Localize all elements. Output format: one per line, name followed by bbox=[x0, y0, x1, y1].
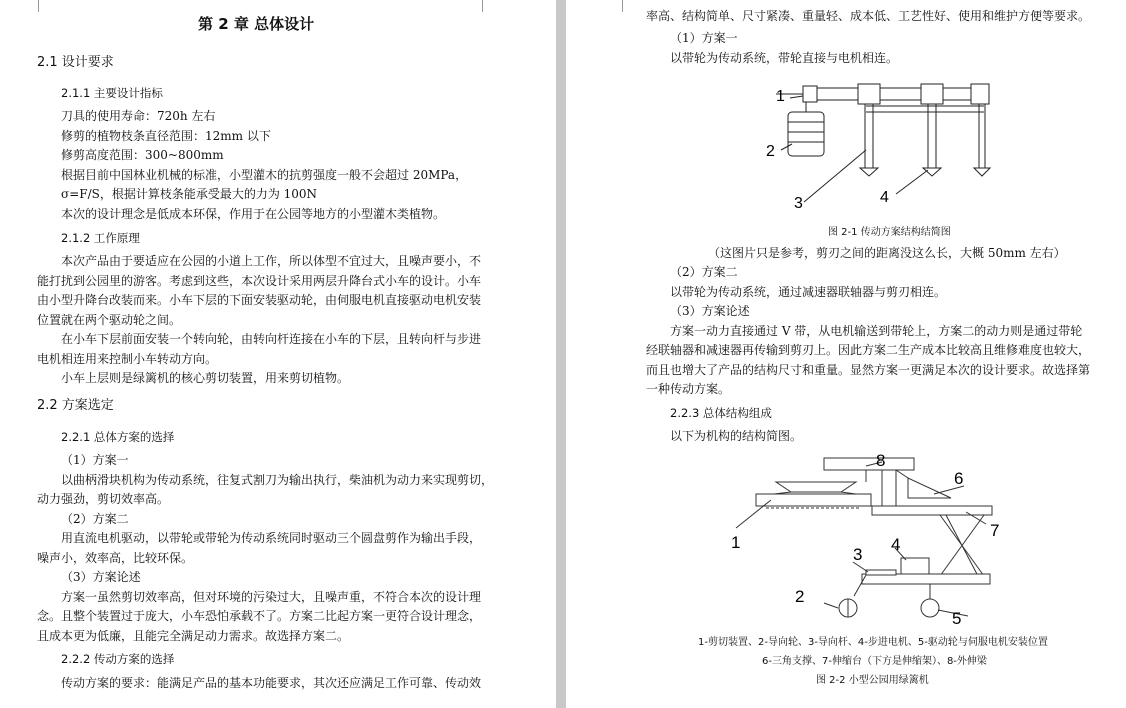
paragraph-line: 修剪高度范围：300~800mm bbox=[61, 148, 224, 162]
chapter-title: 第 2 章 总体设计 bbox=[198, 15, 315, 33]
section-2-2: 2.2 方案选定 bbox=[37, 398, 114, 413]
page-gap bbox=[556, 0, 566, 708]
fig1-label-4: 4 bbox=[880, 189, 889, 206]
paragraph-line: 用直流电机驱动，以带轮或带轮为传动系统同时驱动三个圆盘剪作为输出手段， bbox=[61, 531, 482, 545]
section-2-2-1: 2.2.1 总体方案的选择 bbox=[61, 430, 175, 444]
paragraph-line: 且成本更为低廉，且能完全满足动力需求。故选择方案二。 bbox=[37, 629, 350, 643]
paragraph-line: 动力强劲，剪切效率高。 bbox=[37, 492, 170, 506]
paragraph-line: 方案一虽然剪切效率高，但对环境的污染过大，且噪声重，不符合本次的设计理 bbox=[61, 590, 482, 604]
paragraph-line: 电机相连用来控制小车转动方向。 bbox=[37, 352, 218, 366]
fig2-label-8: 8 bbox=[876, 451, 886, 470]
fig2-label-3: 3 bbox=[853, 545, 863, 564]
paragraph-line: 念。且整个装置过于庞大，小车恐怕承载不了。方案二比起方案一更符合设计理念， bbox=[37, 609, 482, 623]
paragraph-line: 小车上层则是绿篱机的核心剪切装置，用来剪切植物。 bbox=[61, 371, 350, 385]
fig1-label-1: 1 bbox=[776, 88, 785, 105]
figure-2-1-caption: 图 2-1 传动方案结构结简图 bbox=[828, 227, 951, 238]
paragraph-line: 以下为机构的结构简图。 bbox=[670, 429, 803, 443]
fig2-label-6: 6 bbox=[954, 469, 964, 488]
section-2-1-1: 2.1.1 主要设计指标 bbox=[61, 86, 163, 100]
fig2-label-1: 1 bbox=[731, 533, 741, 552]
crop-mark bbox=[610, 0, 623, 12]
paragraph-line: 以曲柄滑块机构为传动系统，往复式割刀为输出执行，柴油机为动力来实现剪切， bbox=[61, 473, 494, 487]
paragraph-line: 本次的设计理念是低成本环保，作用于在公园等地方的小型灌木类植物。 bbox=[61, 207, 446, 221]
figure-2-1-diagram bbox=[566, 70, 1126, 220]
section-2-2-3: 2.2.3 总体结构组成 bbox=[670, 406, 772, 420]
option-heading: （2）方案二 bbox=[670, 265, 738, 279]
figure-2-1-note: （这图片只是参考，剪刃之间的距离没这么长，大概 50mm 左右） bbox=[708, 246, 1066, 260]
section-2-1-2: 2.1.2 工作原理 bbox=[61, 231, 140, 245]
right-page bbox=[566, 0, 1126, 708]
figure-2-2-legend-line-1: 1-剪切装置、2-导向轮、3-导向杆、4-步进电机、5-驱动轮与伺服电机安装位置 bbox=[698, 637, 1048, 648]
fig2-label-4: 4 bbox=[891, 535, 901, 554]
fig1-label-3: 3 bbox=[794, 195, 803, 212]
paragraph-line: 修剪的植物枝条直径范围：12mm 以下 bbox=[61, 129, 271, 143]
paragraph-line: 率高、结构简单、尺寸紧凑、重量轻、成本低、工艺性好、使用和维护方便等要求。 bbox=[646, 9, 1091, 23]
fig2-label-7: 7 bbox=[990, 521, 1000, 540]
paragraph-line: 而且也增大了产品的结构尺寸和重量。显然方案一更满足本次的设计要求。故选择第 bbox=[646, 363, 1091, 377]
figure-2-2-diagram bbox=[566, 448, 1126, 628]
crop-mark bbox=[26, 0, 39, 12]
paragraph-line: 经联轴器和减速器再传输到剪刃上。因此方案二生产成本比较高且维修难度也较大， bbox=[646, 343, 1091, 357]
paragraph-line: 噪声小，效率高，比较环保。 bbox=[37, 551, 194, 565]
fig2-label-2: 2 bbox=[795, 587, 805, 606]
paragraph-line: 位置就在两个驱动轮之间。 bbox=[37, 313, 182, 327]
paragraph-line: 以带轮为传动系统，带轮直接与电机相连。 bbox=[670, 51, 899, 65]
option-heading: （3）方案论述 bbox=[61, 570, 141, 584]
paragraph-line: 在小车下层前面安装一个转向轮，由转向杆连接在小车的下层，且转向杆与步进 bbox=[61, 332, 482, 346]
paragraph-line: 以带轮为传动系统，通过减速器联轴器与剪刃相连。 bbox=[670, 285, 947, 299]
option-heading: （1）方案一 bbox=[670, 31, 738, 45]
option-heading: （3）方案论述 bbox=[670, 304, 750, 318]
fig2-label-5: 5 bbox=[952, 609, 962, 628]
paragraph-line: σ=F/S，根据计算枝条能承受最大的力为 100N bbox=[61, 187, 318, 201]
left-page bbox=[0, 0, 556, 708]
option-heading: （2）方案二 bbox=[61, 512, 129, 526]
paragraph-line: 方案一动力直接通过 V 带，从电机输送到带轮上，方案二的动力则是通过带轮 bbox=[670, 324, 1083, 338]
paragraph-line: 本次产品由于要适应在公园的小道上工作，所以体型不宜过大，且噪声要小，不 bbox=[61, 254, 482, 268]
paragraph-line: 由小型升降台改装而来。小车下层的下面安装驱动轮，由伺服电机直接驱动电机安装 bbox=[37, 293, 482, 307]
figure-2-2-legend-line-2: 6-三角支撑、7-伸缩台（下方是伸缩架）、8-外伸梁 bbox=[762, 656, 987, 667]
paragraph-line: 根据目前中国林业机械的标准，小型灌木的抗剪强度一般不会超过 20MPa， bbox=[61, 168, 468, 182]
crop-mark bbox=[482, 0, 495, 12]
fig1-label-2: 2 bbox=[766, 143, 775, 160]
section-2-2-2: 2.2.2 传动方案的选择 bbox=[61, 652, 175, 666]
paragraph-line: 刀具的使用寿命：720h 左右 bbox=[61, 109, 216, 123]
section-2-1: 2.1 设计要求 bbox=[37, 55, 114, 70]
option-heading: （1）方案一 bbox=[61, 453, 129, 467]
paragraph-line: 能打扰到公园里的游客。考虑到这些，本次设计采用两层升降台式小车的设计。小车 bbox=[37, 274, 482, 288]
paragraph-line: 一种传动方案。 bbox=[646, 382, 731, 396]
figure-2-2-caption: 图 2-2 小型公园用绿篱机 bbox=[816, 675, 929, 686]
paragraph-line: 传动方案的要求：能满足产品的基本功能要求，其次还应满足工作可靠、传动效 bbox=[61, 676, 482, 690]
